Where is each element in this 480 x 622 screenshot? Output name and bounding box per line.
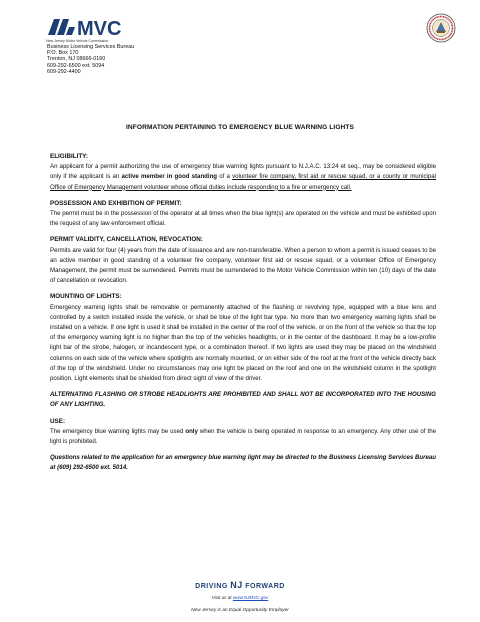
slogan-left: DRIVING	[195, 583, 228, 590]
nj-mark-icon: NJ	[230, 580, 243, 590]
page-title: INFORMATION PERTAINING TO EMERGENCY BLUE WARNING LIGHTS	[125, 124, 355, 131]
document-body	[50, 152, 436, 474]
website-link[interactable]: www.NJMVC.gov	[232, 595, 269, 600]
address-line: 609-292-4400	[47, 68, 81, 75]
visit-prefix: Visit us at	[211, 595, 233, 600]
use-heading: USE:	[50, 417, 66, 425]
questions-text: Questions related to the application for an emergency blue warning light may be directed to the Business Licensing Services Bureau at (609) 292-6500 ext. 5014.	[50, 454, 436, 472]
state-seal-icon	[426, 13, 456, 43]
address-line: Trenton, NJ 08666-0160	[47, 56, 106, 63]
eligibility-text-a: An applicant for a permit authorizing the use of emergency blue warning lights pursuant to N.J.A.C. 13:24 et seq., may be considered eligible only if the applicant is an	[50, 163, 436, 181]
visit-line	[0, 595, 480, 600]
use-emphasis: only	[185, 427, 198, 435]
address-line: 609-292-6500 ext. 5094	[47, 62, 105, 69]
use-text-a: The emergency blue warning lights may be used	[50, 427, 186, 435]
eligibility-text-c: of a	[217, 173, 233, 181]
equal-opportunity-text: New Jersey is an Equal Opportunity Employer	[191, 608, 289, 613]
footer	[0, 575, 480, 613]
eligibility-heading: ELIGIBILITY:	[50, 153, 89, 160]
mounting-text: Emergency warning lights shall be removable or permanently attached of the flashing or revolving type, equipped with a blue lens and controlled by a switch installed inside the vehicle, or shall be blue of the light bar type. No more than two emergency warning lights shall be installed on a vehicle. If one light is used it shall be installed in the center of the roof of the vehicle, or on the front of the vehicle so that the top of the emergency warning light is no higher than the top of the vehicles headlights, or in the center of the dashboard. It may be a low-profile light bar of the strobe, halogen, or incandescent type, or a combination thereof. If two lights are used they may be placed on the windshield columns on each side of the vehicle where spotlights are normally mounted, or on either side of the roof at the front of the vehicle directly back of the top of the windshield. Under no circumstances may one light be placed on the roof and one on the windshield column in the spotlight position. Light elements shall be shielded from direct sight of view of the driver.	[50, 303, 436, 383]
possession-text: The permit must be in the possession of the operator at all times when the blue light(s) are operated on the vehicle and must be exhibited upon the request of any law enforcement official.	[50, 210, 436, 228]
validity-text: Permits are valid for four (4) years from the date of issuance and are non-transferable. When a person to whom a permit is issued ceases to be an active member in good standing of a volunteer fire company, volunteer first aid or rescue squad, or a volunteer Office of Emergency Management, the permit must be surrendered. Permits must be surrendered to the Motor Vehicle Commission within ten (10) days of the date of cancellation or revocation.	[50, 246, 436, 285]
eligibility-text	[50, 162, 436, 193]
use-text	[50, 427, 436, 447]
njmvc-logo	[46, 16, 134, 43]
possession-heading: POSSESSION AND EXHIBITION OF PERMIT:	[50, 199, 182, 207]
use-text-c: when the vehicle is being operated in response to an emergency. Any other use of the light is prohibited.	[50, 427, 436, 446]
mounting-heading: MOUNTING OF LIGHTS:	[50, 293, 122, 301]
svg-text:MVC: MVC	[77, 18, 122, 38]
logo-subtitle: New Jersey Motor Vehicle Commission	[46, 39, 109, 43]
eligibility-emphasis: active member in good standing	[121, 173, 218, 181]
slogan-right: FORWARD	[245, 583, 285, 590]
driving-forward-logo	[195, 580, 285, 590]
address-line: Business Licensing Services Bureau	[47, 44, 135, 50]
validity-heading: PERMIT VALIDITY, CANCELLATION, REVOCATION:	[50, 236, 203, 244]
warning-text: ALTERNATING FLASHING OR STROBE HEADLIGHTS ARE PROHIBITED AND SHALL NOT BE INCORPORATED INTO THE HOUSING OF ANY LIGHTING.	[50, 391, 436, 409]
address-line: P.O. Box 170	[47, 50, 79, 57]
eligibility-underlined: volunteer fire company, first aid or rescue squad, or a county or municipal Office of Emergency Management volunteer whose official duties include responding to a fire or emergency call.	[50, 173, 436, 191]
njmvc-logo-mark	[46, 16, 134, 38]
address-block	[47, 44, 134, 75]
